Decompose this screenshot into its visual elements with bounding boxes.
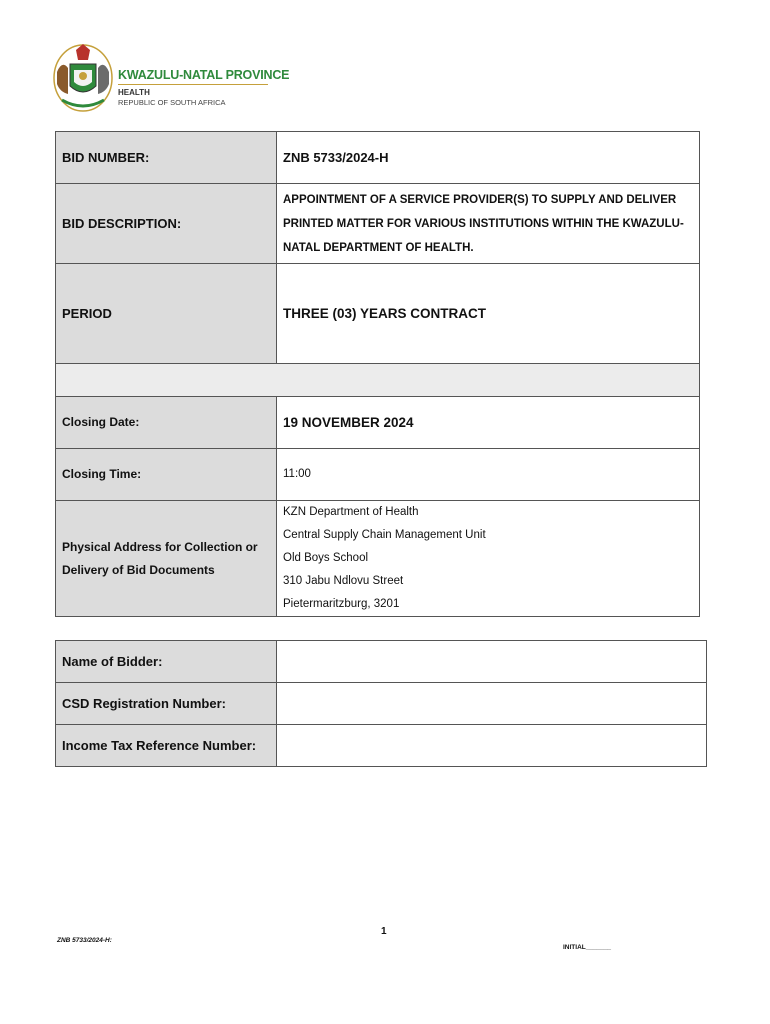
org-name: KWAZULU-NATAL PROVINCE [118, 68, 290, 82]
csd-number-row [56, 683, 707, 725]
closing-date-value: 19 NOVEMBER 2024 [277, 397, 700, 449]
spacer-row [56, 364, 700, 397]
address-line: KZN Department of Health [283, 506, 419, 518]
closing-time-value: 11:00 [277, 449, 700, 501]
period-label: PERIOD [56, 264, 277, 364]
bid-description-label: BID DESCRIPTION: [56, 184, 277, 264]
page-number: 1 [381, 926, 387, 937]
description-line: APPOINTMENT OF A SERVICE PROVIDER(S) TO SUPPLY AND DELIVER [283, 193, 677, 206]
closing-time-label: Closing Time: [56, 449, 277, 501]
description-line: PRINTED MATTER FOR VARIOUS INSTITUTIONS WITHIN THE KWAZULU- [283, 217, 684, 230]
csd-number-field[interactable] [277, 683, 707, 725]
address-label [56, 501, 277, 617]
org-country: REPUBLIC OF SOUTH AFRICA [118, 98, 226, 107]
footer-reference: ZNB 5733/2024-H: [57, 937, 112, 944]
description-line: NATAL DEPARTMENT OF HEALTH. [283, 241, 474, 254]
bid-number-label: BID NUMBER: [56, 132, 277, 184]
closing-date-label: Closing Date: [56, 397, 277, 449]
footer-initial: INITIAL_______ [563, 944, 612, 951]
spacer-cell [56, 364, 700, 397]
tax-reference-label: Income Tax Reference Number: [56, 725, 277, 767]
bidder-name-field[interactable] [277, 641, 707, 683]
period-row [56, 264, 700, 364]
coat-of-arms-icon [52, 42, 114, 114]
address-label-line: Delivery of Bid Documents [62, 562, 215, 577]
address-value [277, 501, 700, 617]
bidder-info-table [55, 640, 707, 767]
bid-number-row [56, 132, 700, 184]
bid-number-value: ZNB 5733/2024-H [277, 132, 700, 184]
org-divider [118, 84, 268, 85]
tax-reference-field[interactable] [277, 725, 707, 767]
org-department: HEALTH [118, 88, 150, 97]
closing-date-row [56, 397, 700, 449]
period-value: THREE (03) YEARS CONTRACT [277, 264, 700, 364]
address-line: 310 Jabu Ndlovu Street [283, 575, 404, 587]
tax-reference-row [56, 725, 707, 767]
bid-description-row [56, 184, 700, 264]
bidder-name-label: Name of Bidder: [56, 641, 277, 683]
csd-number-label: CSD Registration Number: [56, 683, 277, 725]
closing-time-row [56, 449, 700, 501]
address-row [56, 501, 700, 617]
address-label-line: Physical Address for Collection or [62, 539, 258, 554]
address-line: Central Supply Chain Management Unit [283, 529, 486, 541]
bid-details-table [55, 131, 700, 617]
bid-description-value [277, 184, 700, 264]
address-line: Old Boys School [283, 552, 369, 564]
address-line: Pietermaritzburg, 3201 [283, 598, 400, 610]
bidder-name-row [56, 641, 707, 683]
provincial-logo [52, 42, 290, 114]
